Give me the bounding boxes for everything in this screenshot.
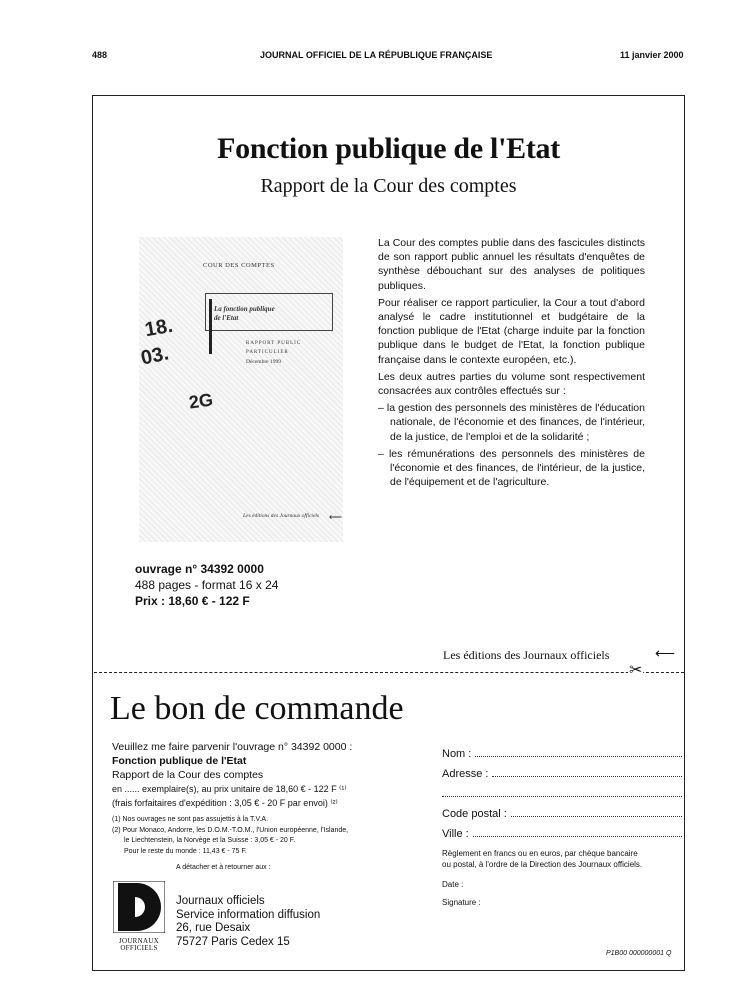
book-number: ouvrage n° 34392 0000: [135, 562, 264, 576]
cut-line: [94, 672, 684, 673]
city-input[interactable]: [473, 836, 682, 837]
scissors-icon: ✂: [629, 662, 643, 679]
order-form-fields: [442, 740, 682, 907]
postal-code-input[interactable]: [511, 816, 682, 817]
advert-description: [378, 236, 645, 492]
detach-instruction: A détacher et à retourner aux :: [176, 864, 271, 871]
cover-title-line2: de l'Etat: [214, 314, 239, 322]
cover-bar: [209, 299, 212, 354]
address-field[interactable]: [442, 760, 682, 780]
description-paragraph-2: Pour réaliser ce rapport particulier, la Cour a tout d'abord analysé le cadre institutionnel et budgétaire de la fonction publique de l'Etat (charge induite par la fonction publique dans le budget de l'Etat, la fonction publique française dans le contexte européen, etc.).: [378, 296, 645, 366]
book-reference: [135, 561, 278, 609]
order-note-2: (2) Pour Monaco, Andorre, les D.O.M.-T.O.M., l'Union européenne, l'Islande,: [112, 826, 349, 834]
advert-title: Fonction publique de l'Etat: [217, 132, 560, 165]
advert-subtitle: Rapport de la Cour des comptes: [260, 175, 517, 197]
logo-line-2: OFFICIELS: [120, 944, 158, 952]
journal-title: JOURNAL OFFICIEL DE LA RÉPUBLIQUE FRANÇAISE: [260, 50, 493, 60]
handwriting-note-2: 03.: [138, 342, 171, 370]
address-input[interactable]: [492, 776, 682, 777]
editions-arrow-icon: ⟵: [655, 645, 676, 661]
order-note-1: (1) Nos ouvrages ne sont pas assujettis à la T.V.A.: [112, 816, 269, 823]
handwriting-note-3: 2G: [187, 389, 215, 413]
form-code: P1B00 000000001 Q: [606, 950, 672, 957]
order-shipping-line: (frais forfaitaires d'expédition : 3,05 € - 20 F par envoi) ⁽²⁾: [112, 798, 338, 808]
order-quantity-line: en ...... exemplaire(s), au prix unitaire de 18,60 € - 122 F ⁽¹⁾: [112, 784, 347, 794]
book-format: 488 pages - format 16 x 24: [135, 578, 279, 592]
book-price: Prix : 18,60 € - 122 F: [135, 594, 250, 608]
order-note-4: Pour le reste du monde : 11,43 € - 75 F.: [124, 847, 247, 855]
address-line-1: Journaux officiels: [176, 895, 265, 907]
city-label: Ville :: [442, 828, 469, 840]
signature-field[interactable]: Signature :: [442, 898, 481, 907]
name-input[interactable]: [475, 756, 682, 757]
order-request-line: Veuillez me faire parvenir l'ouvrage n° 34392 0000 :: [112, 741, 353, 753]
payment-line-2: ou postal, à l'ordre de la Direction des Journaux officiels.: [442, 860, 643, 869]
book-cover: [139, 237, 343, 542]
page-date: 11 janvier 2000: [620, 50, 684, 60]
cover-arrow-icon: ⟵: [329, 512, 342, 522]
order-book-subtitle: Rapport de la Cour des comptes: [112, 769, 264, 781]
postal-code-label: Code postal :: [442, 808, 507, 820]
address-line-3: 26, rue Desaix: [176, 922, 251, 934]
date-field[interactable]: Date :: [442, 880, 464, 889]
name-label: Nom :: [442, 748, 472, 760]
address-line-4: 75727 Paris Cedex 15: [176, 935, 290, 948]
postal-code-field[interactable]: [442, 800, 682, 820]
order-form-title: Le bon de commande: [110, 690, 404, 727]
cover-org: COUR DES COMPTES: [203, 262, 275, 269]
description-bullet-2: – les rémunérations des personnels des ministères de l'économie et des finances, de l'intérieur, de la justice, de l'équipement et de l'agriculture.: [378, 447, 645, 489]
cover-title-line1: La fonction publique: [214, 305, 275, 313]
cover-publisher: Les éditions des Journaux officiels: [243, 513, 320, 519]
cover-type-line2: PARTICULIER: [246, 350, 289, 355]
description-paragraph-3: Les deux autres parties du volume sont respectivement consacrées aux contrôles effectués sur :: [378, 370, 645, 398]
order-note-3: le Liechtenstein, la Norvège et la Suisse : 3,05 € - 20 F.: [124, 837, 296, 844]
city-field[interactable]: [442, 820, 682, 840]
address-input-2[interactable]: [442, 796, 682, 797]
publisher-editions: Les éditions des Journaux officiels: [443, 648, 610, 662]
page-number: 488: [92, 50, 108, 60]
address-line-2[interactable]: [442, 780, 682, 800]
payment-line-1: Règlement en francs ou en euros, par chèque bancaire: [442, 849, 638, 858]
handwriting-note-1: 18.: [143, 314, 175, 342]
address-label: Adresse :: [442, 768, 489, 780]
logo-mark-icon: [113, 881, 165, 933]
name-field[interactable]: [442, 740, 682, 760]
journaux-officiels-logo: [113, 881, 165, 952]
address-line-2-text: Service information diffusion: [176, 908, 321, 921]
order-form-details: [112, 740, 412, 874]
cover-date: Décembre 1999: [246, 359, 281, 365]
logo-line-1: JOURNAUX: [118, 937, 160, 945]
description-paragraph-1: La Cour des comptes publie dans des fascicules distincts de son rapport public annuel les résultats d'enquêtes de synthèse débouchant sur des analyses de politiques publiques.: [378, 237, 645, 292]
order-book-title: Fonction publique de l'Etat: [112, 755, 247, 767]
return-address: [176, 895, 320, 949]
cover-type-line1: RAPPORT PUBLIC: [246, 341, 302, 346]
description-bullet-1: – la gestion des personnels des ministères de l'éducation nationale, de l'économie et des finances, de l'intérieur, de la justice, de l'emploi et de la solidarité ;: [378, 402, 645, 443]
